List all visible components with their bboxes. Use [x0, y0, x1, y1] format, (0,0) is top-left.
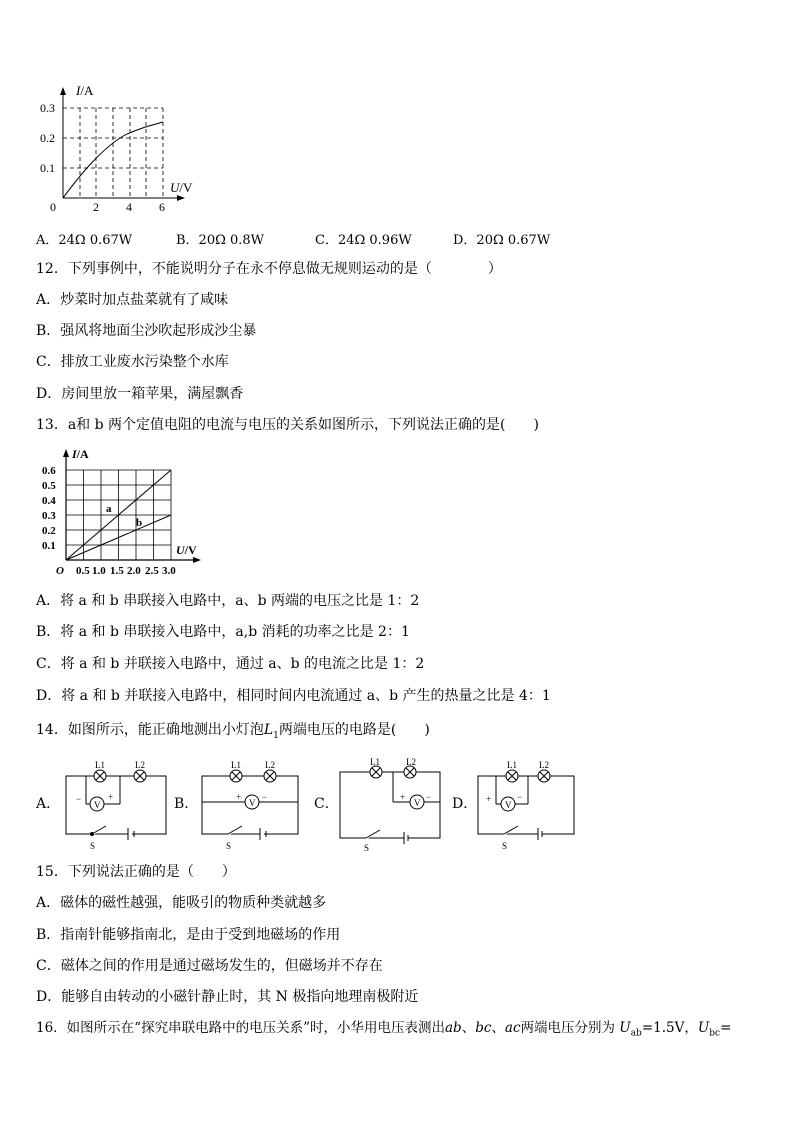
svg-text:−: − [262, 792, 268, 802]
svg-text:L2: L2 [265, 760, 275, 770]
y-axis-var: I [76, 83, 81, 98]
svg-text:I/A: I/A [72, 447, 89, 461]
svg-text:L1: L1 [507, 760, 517, 770]
svg-text:L1: L1 [231, 760, 241, 770]
svg-text:L2: L2 [406, 758, 416, 767]
svg-text:S: S [364, 843, 370, 853]
circuit-c-letter: C． [314, 796, 339, 812]
svg-text:−: − [76, 794, 82, 804]
y-tick: 0.3 [40, 101, 55, 115]
q12-option-d: D．房间里放一箱苹果，满屋飘香 [36, 386, 244, 402]
x-tick: 6 [159, 200, 165, 214]
svg-text:U/V [170, 180, 193, 195]
x-tick: 2 [93, 200, 99, 214]
q15-stem: 15．下列说法正确的是（ ） [36, 864, 236, 880]
y-tick: 0.1 [40, 161, 55, 175]
circuit-b [198, 758, 308, 853]
svg-text:S: S [226, 841, 232, 851]
q11-option-b: B．20Ω 0.8W [176, 233, 265, 248]
svg-text:0.6: 0.6 [42, 465, 56, 477]
svg-text:S: S [90, 841, 96, 851]
svg-text:3.0: 3.0 [162, 565, 176, 577]
svg-text:I/A [75, 83, 94, 98]
circuit-a-letter: A． [36, 796, 61, 812]
svg-text:V: V [414, 798, 421, 808]
y-axis-unit: /A [80, 83, 94, 98]
iu-curve-chart [30, 80, 200, 215]
svg-text:+: + [486, 794, 492, 804]
resistor-iu-chart [36, 444, 216, 579]
x-tick: 4 [126, 200, 132, 214]
q11-option-c: C．24Ω 0.96W [315, 233, 412, 248]
svg-text:L2: L2 [539, 760, 549, 770]
svg-text:−: − [517, 792, 523, 802]
svg-text:U/V: U/V [176, 543, 197, 557]
circuit-c [336, 758, 451, 853]
x-axis-unit: /V [179, 180, 193, 195]
svg-text:0.1: 0.1 [42, 540, 56, 552]
q15-option-c: C．磁体之间的作用是通过磁场发生的，但磁场并不存在 [36, 958, 383, 974]
svg-text:V: V [505, 800, 512, 810]
svg-text:0.3: 0.3 [42, 510, 56, 522]
line-a-label: a [106, 503, 112, 515]
svg-text:L1: L1 [370, 758, 380, 767]
svg-text:V: V [249, 798, 256, 808]
x-axis-var: U [170, 180, 180, 195]
svg-text:1.5: 1.5 [110, 565, 124, 577]
q15-option-a: A．磁体的磁性越强，能吸引的物质种类就越多 [36, 895, 327, 911]
svg-text:−: − [426, 792, 432, 802]
circuit-d [474, 758, 584, 853]
svg-text:1.0: 1.0 [92, 565, 106, 577]
svg-text:S: S [502, 841, 508, 851]
svg-text:+: + [236, 792, 242, 802]
svg-text:0.2: 0.2 [42, 525, 56, 537]
q14-stem: 14．如图所示，能正确地测出小灯泡$L_1$两端电压的电路是( ) [36, 722, 430, 741]
q13-option-c: C．将 a 和 b 并联接入电路中，通过 a、b 的电流之比是 1：2 [36, 656, 425, 672]
q11-option-a: A．24Ω 0.67W [36, 233, 133, 248]
y-tick: 0.2 [40, 131, 55, 145]
q11-option-d: D．20Ω 0.67W [453, 233, 551, 248]
q15-option-d: D．能够自由转动的小磁针静止时，其 N 极指向地理南极附近 [36, 989, 419, 1005]
svg-text:+: + [108, 792, 114, 802]
circuit-a [62, 758, 172, 853]
svg-text:L1: L1 [95, 760, 105, 770]
q12-option-a: A．炒菜时加点盐菜就有了咸味 [36, 292, 229, 308]
svg-text:O: O [56, 565, 64, 577]
svg-text:2.0: 2.0 [127, 565, 141, 577]
q12-option-c: C．排放工业废水污染整个水库 [36, 354, 229, 370]
svg-text:L2: L2 [135, 760, 145, 770]
circuit-d-letter: D． [452, 796, 478, 812]
svg-text:2.5: 2.5 [145, 565, 159, 577]
origin-label: 0 [50, 200, 56, 214]
q13-stem: 13．a和 b 两个定值电阻的电流与电压的关系如图所示，下列说法正确的是( ) [36, 417, 539, 433]
q16-stem: 16．如图所示在“探究串联电路中的电压关系”时，小华用电压表测出ab、bc、ac两端电压分别为 $U_{ab}=1.5V$，$U_{bc}=$ [36, 1020, 732, 1039]
svg-text:0.5: 0.5 [42, 480, 56, 492]
q15-option-b: B．指南针能够指南北，是由于受到地磁场的作用 [36, 927, 341, 943]
q13-option-a: A．将 a 和 b 串联接入电路中，a、b 两端的电压之比是 1：2 [36, 593, 420, 609]
svg-text:0.5: 0.5 [76, 565, 90, 577]
q13-option-b: B．将 a 和 b 串联接入电路中，a,b 消耗的功率之比是 2：1 [36, 624, 410, 640]
svg-text:V: V [94, 800, 101, 810]
q12-stem: 12．下列事例中，不能说明分子在永不停息做无规则运动的是（ ） [36, 261, 502, 277]
line-b-label: b [136, 517, 143, 529]
circuit-b-letter: B． [174, 796, 199, 812]
q13-option-d: D．将 a 和 b 并联接入电路中，相同时间内电流通过 a、b 产生的热量之比是 4：1 [36, 688, 551, 704]
svg-text:0.4: 0.4 [42, 495, 56, 507]
svg-text:+: + [400, 792, 406, 802]
q12-option-b: B．强风将地面尘沙吹起形成沙尘暴 [36, 323, 257, 339]
